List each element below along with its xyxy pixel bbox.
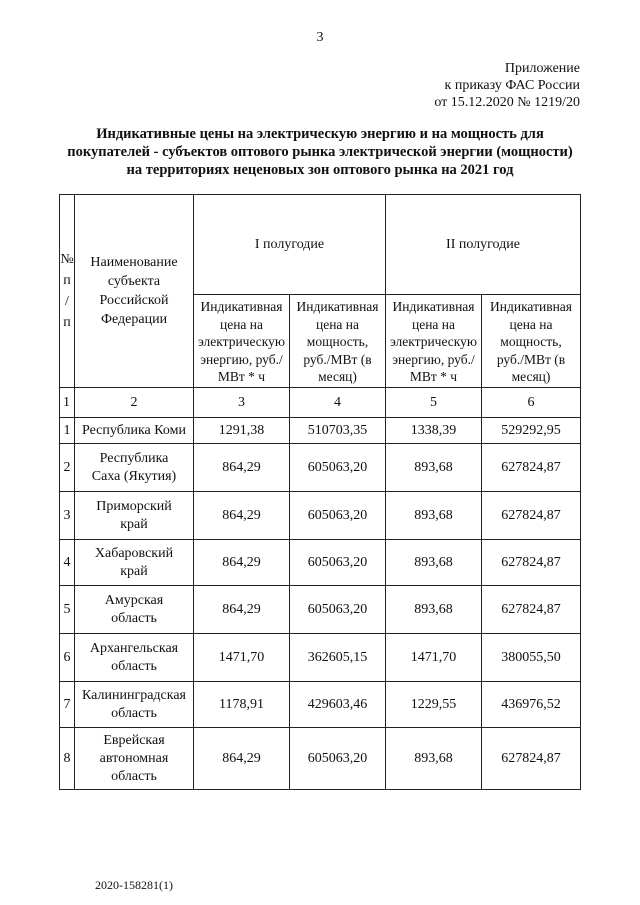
power-price-h2: 436976,52 [482, 682, 581, 728]
table-row [60, 540, 581, 586]
power-price-h1: 605063,20 [290, 728, 386, 790]
table-row [60, 586, 581, 634]
table-row [60, 634, 581, 682]
prices-table [59, 194, 581, 790]
row-number: 4 [60, 540, 75, 586]
power-price-h1: 605063,20 [290, 444, 386, 492]
power-price-h1: 605063,20 [290, 492, 386, 540]
power-header-2 [482, 295, 581, 388]
power-price-h2: 380055,50 [482, 634, 581, 682]
num-header-slash: / [65, 294, 69, 309]
energy-price-h1: 1291,38 [194, 418, 290, 444]
region-name [75, 586, 194, 634]
name-header-cell [75, 195, 194, 388]
power-price-h2: 627824,87 [482, 444, 581, 492]
annex-line-2: к приказу ФАС России [444, 78, 580, 93]
energy-price-h2: 893,68 [386, 540, 482, 586]
half2-header: II полугодие [386, 195, 581, 295]
row-number: 5 [60, 586, 75, 634]
region-name: Республика Коми [75, 418, 194, 444]
energy-price-h1: 864,29 [194, 728, 290, 790]
energy-price-h2: 1338,39 [386, 418, 482, 444]
region-name-text: Еврейская автономная область [99, 732, 169, 784]
num-header-p2: п [63, 315, 71, 330]
power-price-h1: 605063,20 [290, 586, 386, 634]
region-name-text: Амурская область [104, 592, 164, 626]
energy-price-h1: 864,29 [194, 586, 290, 634]
region-name [75, 444, 194, 492]
row-number: 8 [60, 728, 75, 790]
row-number: 7 [60, 682, 75, 728]
col-number-3: 3 [194, 388, 290, 418]
power-header-1 [290, 295, 386, 388]
col-number-1: 1 [60, 388, 75, 418]
power-price-h1: 510703,35 [290, 418, 386, 444]
annex-line-3: от 15.12.2020 № 1219/20 [434, 95, 580, 110]
col-number-6: 6 [482, 388, 581, 418]
power-price-h1: 362605,15 [290, 634, 386, 682]
table-row [60, 728, 581, 790]
power-price-h1: 605063,20 [290, 540, 386, 586]
region-name [75, 728, 194, 790]
energy-price-h1: 864,29 [194, 492, 290, 540]
title-line-2: покупателей - субъектов оптового рынка электрической энергии (мощности) [67, 144, 573, 160]
table-row [60, 682, 581, 728]
col-number-2: 2 [75, 388, 194, 418]
energy-header-1-text: Индикативная цена на электрическую энергию, руб./МВт * ч [197, 299, 285, 385]
col-number-4: 4 [290, 388, 386, 418]
region-name [75, 492, 194, 540]
document-title [40, 125, 600, 179]
power-header-2-text: Индикативная цена на мощность, руб./МВт (в месяц) [490, 299, 572, 385]
column-number-row [60, 388, 581, 418]
row-number: 3 [60, 492, 75, 540]
energy-price-h1: 1178,91 [194, 682, 290, 728]
power-price-h2: 627824,87 [482, 586, 581, 634]
name-header-text: Наименование субъекта Российской Федерации [90, 255, 178, 327]
power-price-h2: 627824,87 [482, 492, 581, 540]
row-number: 2 [60, 444, 75, 492]
energy-header-1 [194, 295, 290, 388]
page-number: 3 [316, 30, 324, 45]
num-header-p1: п [63, 273, 71, 288]
annex-block [434, 60, 580, 111]
region-name-text: Приморский край [96, 498, 172, 532]
col-number-5: 5 [386, 388, 482, 418]
energy-header-2-text: Индикативная цена на электрическую энергию, руб./МВт * ч [389, 299, 477, 385]
energy-header-2 [386, 295, 482, 388]
energy-price-h1: 1471,70 [194, 634, 290, 682]
region-name [75, 540, 194, 586]
region-name [75, 634, 194, 682]
region-name-text: Республика Саха (Якутия) [91, 450, 177, 484]
power-price-h1: 429603,46 [290, 682, 386, 728]
document-footer-code: 2020-158281(1) [95, 878, 173, 892]
annex-line-1: Приложение [504, 61, 580, 76]
energy-price-h1: 864,29 [194, 444, 290, 492]
table-row [60, 418, 581, 444]
energy-price-h2: 893,68 [386, 586, 482, 634]
energy-price-h2: 1229,55 [386, 682, 482, 728]
table-row [60, 492, 581, 540]
power-header-1-text: Индикативная цена на мощность, руб./МВт (в месяц) [296, 299, 379, 385]
energy-price-h2: 1471,70 [386, 634, 482, 682]
region-name [75, 682, 194, 728]
table-row [60, 444, 581, 492]
header-row-1 [60, 195, 581, 295]
row-number: 6 [60, 634, 75, 682]
power-price-h2: 529292,95 [482, 418, 581, 444]
energy-price-h1: 864,29 [194, 540, 290, 586]
title-line-1: Индикативные цены на электрическую энергию и на мощность для [96, 126, 544, 142]
num-header-sign: № [60, 252, 74, 267]
energy-price-h2: 893,68 [386, 444, 482, 492]
region-name-text: Калининградская область [82, 687, 186, 721]
energy-price-h2: 893,68 [386, 728, 482, 790]
row-number: 1 [60, 418, 75, 444]
region-name-text: Хабаровский край [94, 545, 174, 579]
energy-price-h2: 893,68 [386, 492, 482, 540]
power-price-h2: 627824,87 [482, 540, 581, 586]
power-price-h2: 627824,87 [482, 728, 581, 790]
region-name-text: Архангельская область [89, 640, 179, 674]
num-header-cell [60, 195, 75, 388]
title-line-3: на территориях неценовых зон оптового рынка на 2021 год [126, 162, 514, 178]
half1-header: I полугодие [194, 195, 386, 295]
